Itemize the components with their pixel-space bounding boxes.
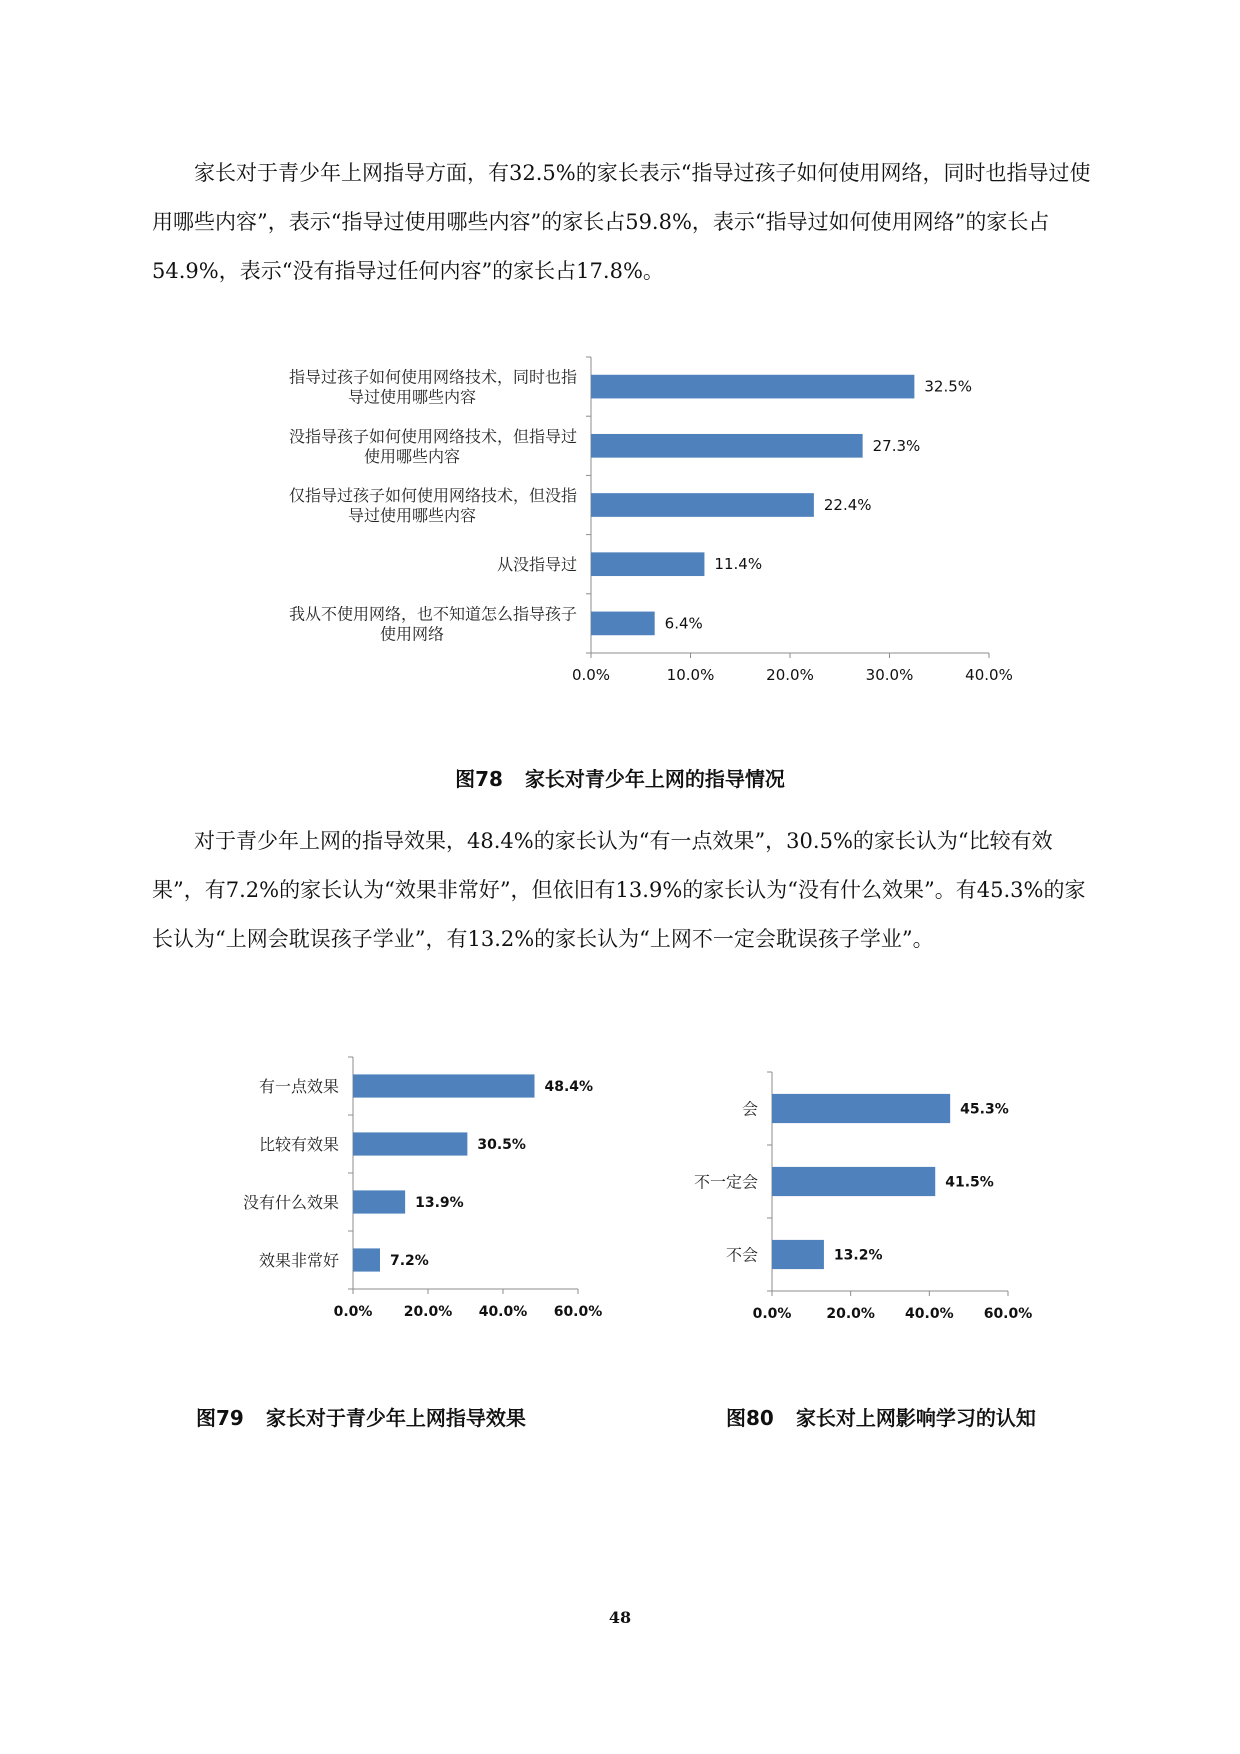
body-paragraph-guidance: 家长对于青少年上网指导方面，有32.5%的家长表示“指导过孩子如何使用网络，同时也指导过使用哪些内容”，表示“指导过使用哪些内容”的家长占59.8%，表示“指导过如何使用网络”的家长占54.9%，表示“没有指导过任何内容”的家长占17.8%。	[152, 161, 1091, 283]
fig78-category-label: 使用哪些内容	[363, 446, 461, 466]
fig78-x-tick-label: 0.0%	[571, 666, 611, 684]
figure-80-title: 家长对上网影响学习的认知	[795, 1406, 1036, 1430]
figure-79-caption	[196, 1402, 526, 1431]
fig78-x-tick-label: 40.0%	[965, 666, 1013, 684]
fig79-x-tick-label: 40.0%	[478, 1304, 528, 1320]
figure-78-title: 家长对青少年上网的指导情况	[524, 767, 785, 791]
fig78-value-label: 6.4%	[664, 614, 703, 633]
fig78-value-label: 22.4%	[823, 496, 872, 514]
fig78-x-tick-label: 20.0%	[766, 666, 814, 684]
figure-79-number: 图79	[196, 1406, 244, 1430]
figure-80-number: 图80	[726, 1406, 774, 1430]
fig80-bar	[772, 1240, 824, 1269]
fig80-x-tick-label: 0.0%	[752, 1306, 792, 1322]
fig78-category-label: 仅指导过孩子如何使用网络技术，但没指	[288, 486, 577, 505]
fig78-x-tick-label: 30.0%	[865, 666, 914, 684]
fig80-category-label: 不一定会	[693, 1172, 758, 1192]
fig80-x-tick-label: 60.0%	[983, 1306, 1033, 1322]
fig80-value-label: 13.2%	[833, 1247, 883, 1264]
fig79-value-label: 13.9%	[415, 1195, 464, 1211]
fig78-value-label: 32.5%	[924, 377, 973, 396]
fig80-value-label: 41.5%	[945, 1174, 994, 1191]
figure-79-title: 家长对于青少年上网指导效果	[265, 1406, 526, 1430]
fig79-x-tick-label: 60.0%	[553, 1304, 603, 1320]
fig80-category-label: 会	[741, 1099, 758, 1119]
fig78-category-label: 使用网络	[379, 624, 445, 644]
page-number: 48	[608, 1608, 632, 1627]
fig78-category-label: 导过使用哪些内容	[347, 387, 477, 407]
fig80-bar	[772, 1094, 950, 1123]
fig79-x-tick-label: 20.0%	[403, 1304, 453, 1320]
fig78-x-tick-label: 10.0%	[666, 666, 715, 684]
fig80-x-tick-label: 20.0%	[826, 1306, 875, 1322]
fig79-x-tick-label: 0.0%	[333, 1304, 373, 1320]
fig79-category-label: 有一点效果	[258, 1077, 339, 1096]
fig78-category-label: 我从不使用网络，也不知道怎么指导孩子	[288, 604, 577, 624]
fig80-category-label: 不会	[725, 1245, 758, 1265]
fig78-value-label: 11.4%	[714, 555, 763, 574]
fig80-bar	[772, 1167, 935, 1196]
fig80-x-tick-label: 40.0%	[905, 1306, 954, 1322]
fig79-category-label: 效果非常好	[258, 1251, 339, 1270]
fig79-value-label: 7.2%	[390, 1253, 429, 1269]
fig78-category-label: 没指导孩子如何使用网络技术，但指导过	[288, 426, 577, 446]
fig78-category-label: 从没指导过	[496, 555, 577, 575]
figure-78-number: 图78	[455, 767, 503, 791]
fig79-value-label: 30.5%	[477, 1137, 526, 1153]
fig79-category-label: 没有什么效果	[242, 1193, 339, 1212]
fig78-category-label: 导过使用哪些内容	[347, 506, 477, 525]
figure-80-caption	[726, 1402, 1036, 1431]
fig79-category-label: 比较有效果	[258, 1135, 339, 1154]
fig79-value-label: 48.4%	[544, 1079, 594, 1095]
fig80-value-label: 45.3%	[960, 1101, 1009, 1118]
fig78-category-label: 指导过孩子如何使用网络技术，同时也指	[288, 367, 577, 387]
body-paragraph-effect: 对于青少年上网的指导效果，48.4%的家长认为“有一点效果”，30.5%的家长认为“比较有效果”，有7.2%的家长认为“效果非常好”，但依旧有13.9%的家长认为“没有什么效果”。有45.3%的家长认为“上网会耽误孩子学业”，有13.2%的家长认为“上网不一定会耽误孩子学业”。	[152, 829, 1086, 951]
fig78-value-label: 27.3%	[872, 436, 921, 455]
